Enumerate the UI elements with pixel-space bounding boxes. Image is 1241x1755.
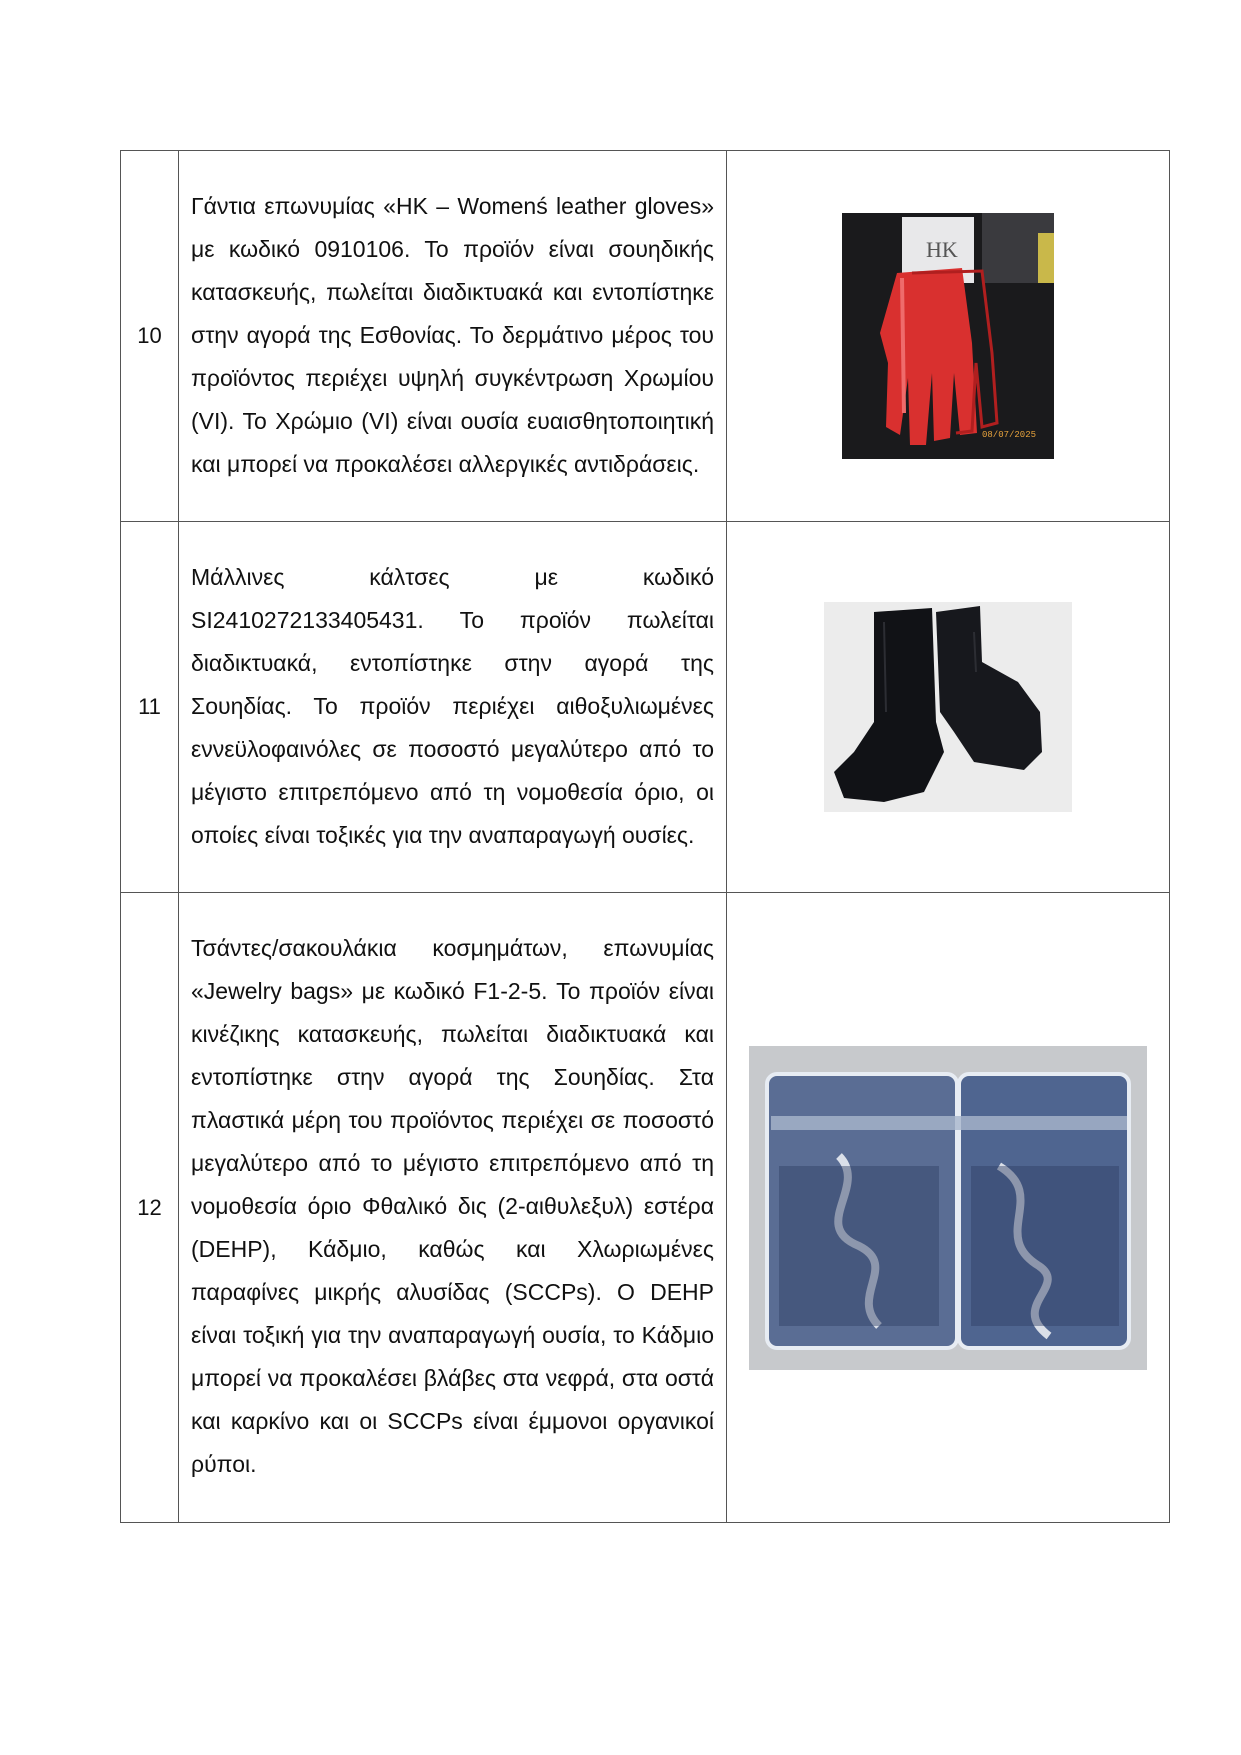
product-description: Γάντια επωνυμίας «HK – Womenś leather gloves» με κωδικό 0910106. Το προϊόν είναι σουηδικής κατασκευής, πωλείται διαδικτυακά και εντοπίστηκε στην αγορά της Εσθονίας. Το δερμάτινο μέρος του προϊόντος περιέχει υψηλή συγκέντρωση Χρωμίου (VI). Το Χρώμιο (VI) είναι ουσία ευαισθητοποιητική και μπορεί να προκαλέσει αλλεργικές αντιδράσεις.: [191, 192, 714, 477]
table-row: [121, 893, 1170, 1523]
products-table: [120, 150, 1170, 1523]
product-description: Μάλλινες κάλτσες με κωδικό SI2410272133405431. Το προϊόν πωλείται διαδικτυακά, εντοπίστηκε στην αγορά της Σουηδίας. Το προϊόν περιέχει αιθοξυλιωμένες εννεϋλοφαινόλες σε ποσοστό μεγαλύτερο από το μέγιστο επιτρεπόμενο από τη νομοθεσία όριο, οι οποίες είναι τοξικές για την αναπαραγωγή ουσίες.: [191, 563, 714, 848]
red-leather-gloves-photo: [842, 213, 1054, 459]
table-row: [121, 522, 1170, 893]
row-number: 10: [121, 151, 179, 522]
plastic-jewelry-bags-photo: [749, 1046, 1147, 1370]
brand-tag-text: HK: [926, 237, 958, 262]
table-row: [121, 151, 1170, 522]
row-number: 11: [121, 522, 179, 893]
photo-date-stamp: 08/07/2025: [982, 430, 1037, 440]
row-number: 12: [121, 893, 179, 1523]
black-wool-socks-photo: [824, 602, 1072, 812]
product-description: Τσάντες/σακουλάκια κοσμημάτων, επωνυμίας «Jewelry bags» με κωδικό F1-2-5. Το προϊόν είναι κινέζικης κατασκευής, πωλείται διαδικτυακά και εντοπίστηκε στην αγορά της Σουηδίας. Στα πλαστικά μέρη του προϊόντος περιέχει σε ποσοστό μεγαλύτερο από το μέγιστο επιτρεπόμενο από τη νομοθεσία όριο Φθαλικό δις (2-αιθυλεξυλ) εστέρα (DEHP), Κάδμιο, καθώς και Χλωριωμένες παραφίνες μικρής αλυσίδας (SCCPs). Ο DEHP είναι τοξική για την αναπαραγωγή ουσία, το Κάδμιο μπορεί να προκαλέσει βλάβες στα νεφρά, στα οστά και καρκίνο και οι SCCPs είναι έμμονοι οργανικοί ρύποι.: [191, 935, 714, 1477]
